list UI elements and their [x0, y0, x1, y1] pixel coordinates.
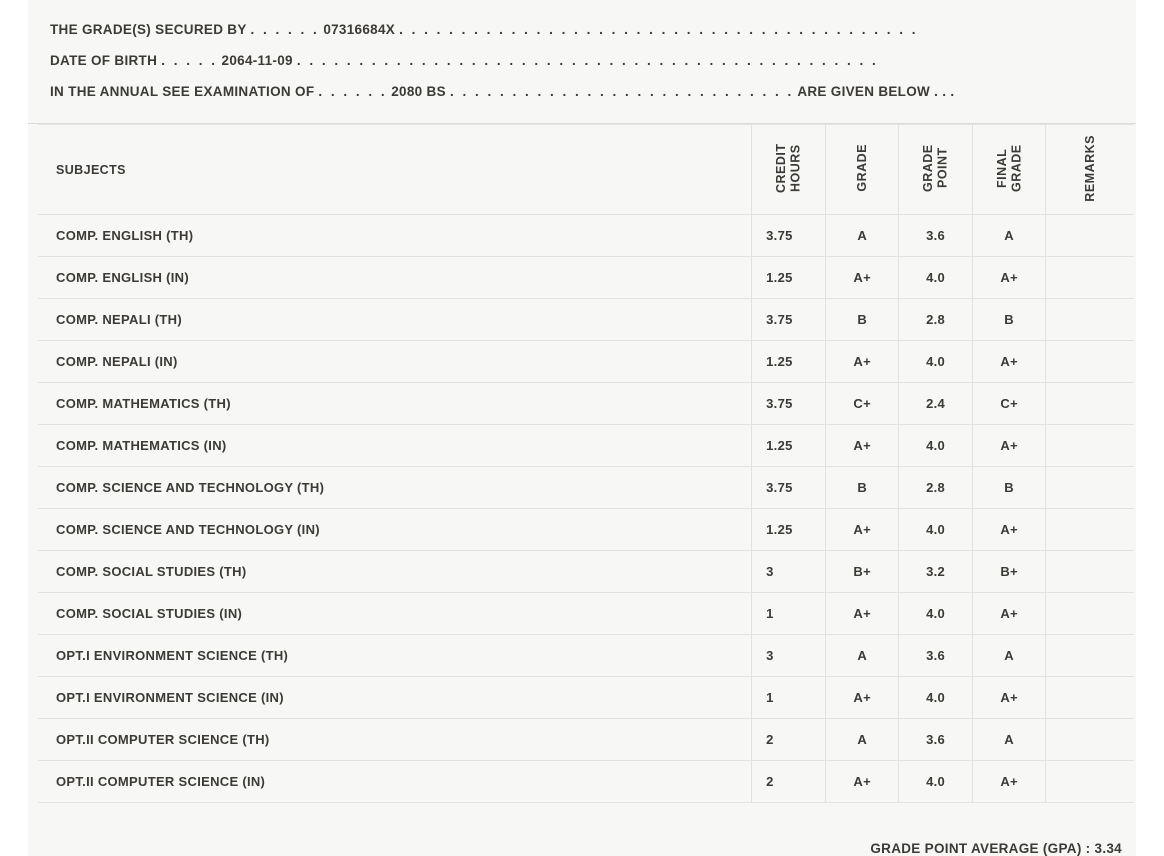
cell-subject: OPT.II COMPUTER SCIENCE (TH) [38, 719, 752, 761]
cell-remarks [1046, 215, 1134, 257]
cell-remarks [1046, 593, 1134, 635]
cell-subject: COMP. ENGLISH (TH) [38, 215, 752, 257]
cell-grade-point: 2.4 [899, 383, 973, 425]
dots-leader: . . . . . [161, 53, 218, 68]
cell-credit-hours: 3 [752, 635, 826, 677]
cell-remarks [1046, 341, 1134, 383]
cell-remarks [1046, 677, 1134, 719]
table-row [38, 425, 1134, 467]
marksheet-document [28, 0, 1136, 856]
cell-credit-hours: 3.75 [752, 299, 826, 341]
cell-final-grade: A [972, 635, 1046, 677]
date-of-birth-line [28, 45, 1136, 76]
grades-secured-by-label: THE GRADE(S) SECURED BY [50, 22, 247, 37]
cell-final-grade: B+ [972, 551, 1046, 593]
cell-grade: A [826, 635, 899, 677]
cell-grade-point: 4.0 [899, 593, 973, 635]
cell-grade-point: 4.0 [899, 761, 973, 803]
cell-credit-hours: 1.25 [752, 341, 826, 383]
symbol-number-value: 07316684X [323, 22, 396, 37]
table-row [38, 635, 1134, 677]
cell-subject: COMP. NEPALI (TH) [38, 299, 752, 341]
cell-subject: COMP. SCIENCE AND TECHNOLOGY (IN) [38, 509, 752, 551]
examination-label: IN THE ANNUAL SEE EXAMINATION OF [50, 84, 315, 99]
cell-credit-hours: 3.75 [752, 215, 826, 257]
cell-remarks [1046, 383, 1134, 425]
column-header-grade-point-label: GRADE POINT [921, 144, 950, 192]
cell-grade-point: 3.6 [899, 719, 973, 761]
cell-remarks [1046, 299, 1134, 341]
column-header-credit-hours [752, 125, 826, 215]
cell-grade: A+ [826, 425, 899, 467]
table-row [38, 215, 1134, 257]
cell-remarks [1046, 719, 1134, 761]
table-row [38, 341, 1134, 383]
cell-grade-point: 4.0 [899, 257, 973, 299]
cell-subject: COMP. NEPALI (IN) [38, 341, 752, 383]
cell-subject: OPT.II COMPUTER SCIENCE (IN) [38, 761, 752, 803]
cell-grade: A [826, 215, 899, 257]
table-row [38, 299, 1134, 341]
column-header-final-grade-label: FINAL GRADE [994, 144, 1024, 192]
dots-leader: . . . . . . [250, 22, 320, 37]
date-of-birth-label: DATE OF BIRTH [50, 53, 158, 68]
cell-subject: COMP. ENGLISH (IN) [38, 257, 752, 299]
cell-grade-point: 3.6 [899, 635, 973, 677]
column-header-remarks-label: REMARKS [1083, 134, 1097, 202]
cell-final-grade: A+ [972, 341, 1046, 383]
dots-leader: . . . . . . [318, 84, 388, 99]
table-row [38, 257, 1134, 299]
gpa-summary: GRADE POINT AVERAGE (GPA) : 3.34 [870, 841, 1122, 856]
cell-grade: A+ [826, 257, 899, 299]
cell-remarks [1046, 467, 1134, 509]
table-row [38, 383, 1134, 425]
column-header-remarks [1046, 125, 1134, 215]
cell-grade-point: 4.0 [899, 677, 973, 719]
table-row [38, 761, 1134, 803]
cell-remarks [1046, 509, 1134, 551]
dots-leader: . . . . . . . . . . . . . . . . . . . . . . . . . . . . . . . . . . . . . . . . . . [399, 22, 918, 37]
column-header-credit-hours-label: CREDIT HOURS [774, 143, 803, 193]
grades-secured-by-line [28, 14, 1136, 45]
cell-final-grade: A+ [972, 425, 1046, 467]
cell-grade-point: 3.2 [899, 551, 973, 593]
cell-subject: COMP. SOCIAL STUDIES (TH) [38, 551, 752, 593]
given-below-text: ARE GIVEN BELOW . . . [797, 84, 955, 99]
cell-grade: A+ [826, 341, 899, 383]
column-header-subjects: SUBJECTS [38, 125, 752, 215]
column-header-grade-point [899, 125, 973, 215]
grades-table [38, 124, 1134, 803]
table-row [38, 719, 1134, 761]
header-info [28, 0, 1136, 117]
cell-grade-point: 4.0 [899, 341, 973, 383]
cell-grade: C+ [826, 383, 899, 425]
table-row [38, 509, 1134, 551]
cell-credit-hours: 3.75 [752, 383, 826, 425]
cell-subject: COMP. SCIENCE AND TECHNOLOGY (TH) [38, 467, 752, 509]
cell-credit-hours: 1 [752, 593, 826, 635]
cell-remarks [1046, 761, 1134, 803]
cell-subject: COMP. MATHEMATICS (IN) [38, 425, 752, 467]
cell-grade: A [826, 719, 899, 761]
cell-credit-hours: 3 [752, 551, 826, 593]
cell-final-grade: A+ [972, 257, 1046, 299]
examination-line [28, 76, 1136, 107]
cell-credit-hours: 1 [752, 677, 826, 719]
cell-remarks [1046, 257, 1134, 299]
cell-subject: COMP. MATHEMATICS (TH) [38, 383, 752, 425]
cell-credit-hours: 1.25 [752, 425, 826, 467]
cell-remarks [1046, 551, 1134, 593]
cell-final-grade: A+ [972, 677, 1046, 719]
cell-remarks [1046, 425, 1134, 467]
cell-remarks [1046, 635, 1134, 677]
examination-year-value: 2080 BS [391, 84, 446, 99]
cell-credit-hours: 2 [752, 719, 826, 761]
cell-grade-point: 4.0 [899, 425, 973, 467]
grades-table-body [38, 215, 1134, 803]
cell-credit-hours: 1.25 [752, 257, 826, 299]
cell-credit-hours: 1.25 [752, 509, 826, 551]
cell-grade-point: 3.6 [899, 215, 973, 257]
grades-table-head [38, 125, 1134, 215]
column-header-final-grade [972, 125, 1046, 215]
cell-final-grade: B [972, 467, 1046, 509]
column-header-grade-label: GRADE [855, 144, 870, 192]
cell-grade: B+ [826, 551, 899, 593]
table-row [38, 593, 1134, 635]
dots-leader: . . . . . . . . . . . . . . . . . . . . . . . . . . . . [449, 84, 794, 99]
cell-final-grade: A+ [972, 761, 1046, 803]
cell-grade-point: 4.0 [899, 509, 973, 551]
cell-final-grade: A [972, 719, 1046, 761]
cell-final-grade: A+ [972, 593, 1046, 635]
cell-grade: A+ [826, 593, 899, 635]
cell-grade-point: 2.8 [899, 467, 973, 509]
cell-subject: OPT.I ENVIRONMENT SCIENCE (TH) [38, 635, 752, 677]
dots-leader: . . . . . . . . . . . . . . . . . . . . . . . . . . . . . . . . . . . . . . . . . . . . . . . [296, 53, 879, 68]
cell-subject: OPT.I ENVIRONMENT SCIENCE (IN) [38, 677, 752, 719]
cell-grade-point: 2.8 [899, 299, 973, 341]
cell-final-grade: A [972, 215, 1046, 257]
cell-final-grade: C+ [972, 383, 1046, 425]
date-of-birth-value: 2064-11-09 [221, 53, 293, 68]
cell-credit-hours: 2 [752, 761, 826, 803]
table-row [38, 551, 1134, 593]
table-header-row [38, 125, 1134, 215]
cell-subject: COMP. SOCIAL STUDIES (IN) [38, 593, 752, 635]
cell-grade: A+ [826, 509, 899, 551]
table-row [38, 677, 1134, 719]
cell-grade: B [826, 467, 899, 509]
cell-final-grade: B [972, 299, 1046, 341]
cell-grade: A+ [826, 761, 899, 803]
table-row [38, 467, 1134, 509]
cell-final-grade: A+ [972, 509, 1046, 551]
column-header-grade [826, 125, 899, 215]
cell-grade: B [826, 299, 899, 341]
cell-credit-hours: 3.75 [752, 467, 826, 509]
cell-grade: A+ [826, 677, 899, 719]
